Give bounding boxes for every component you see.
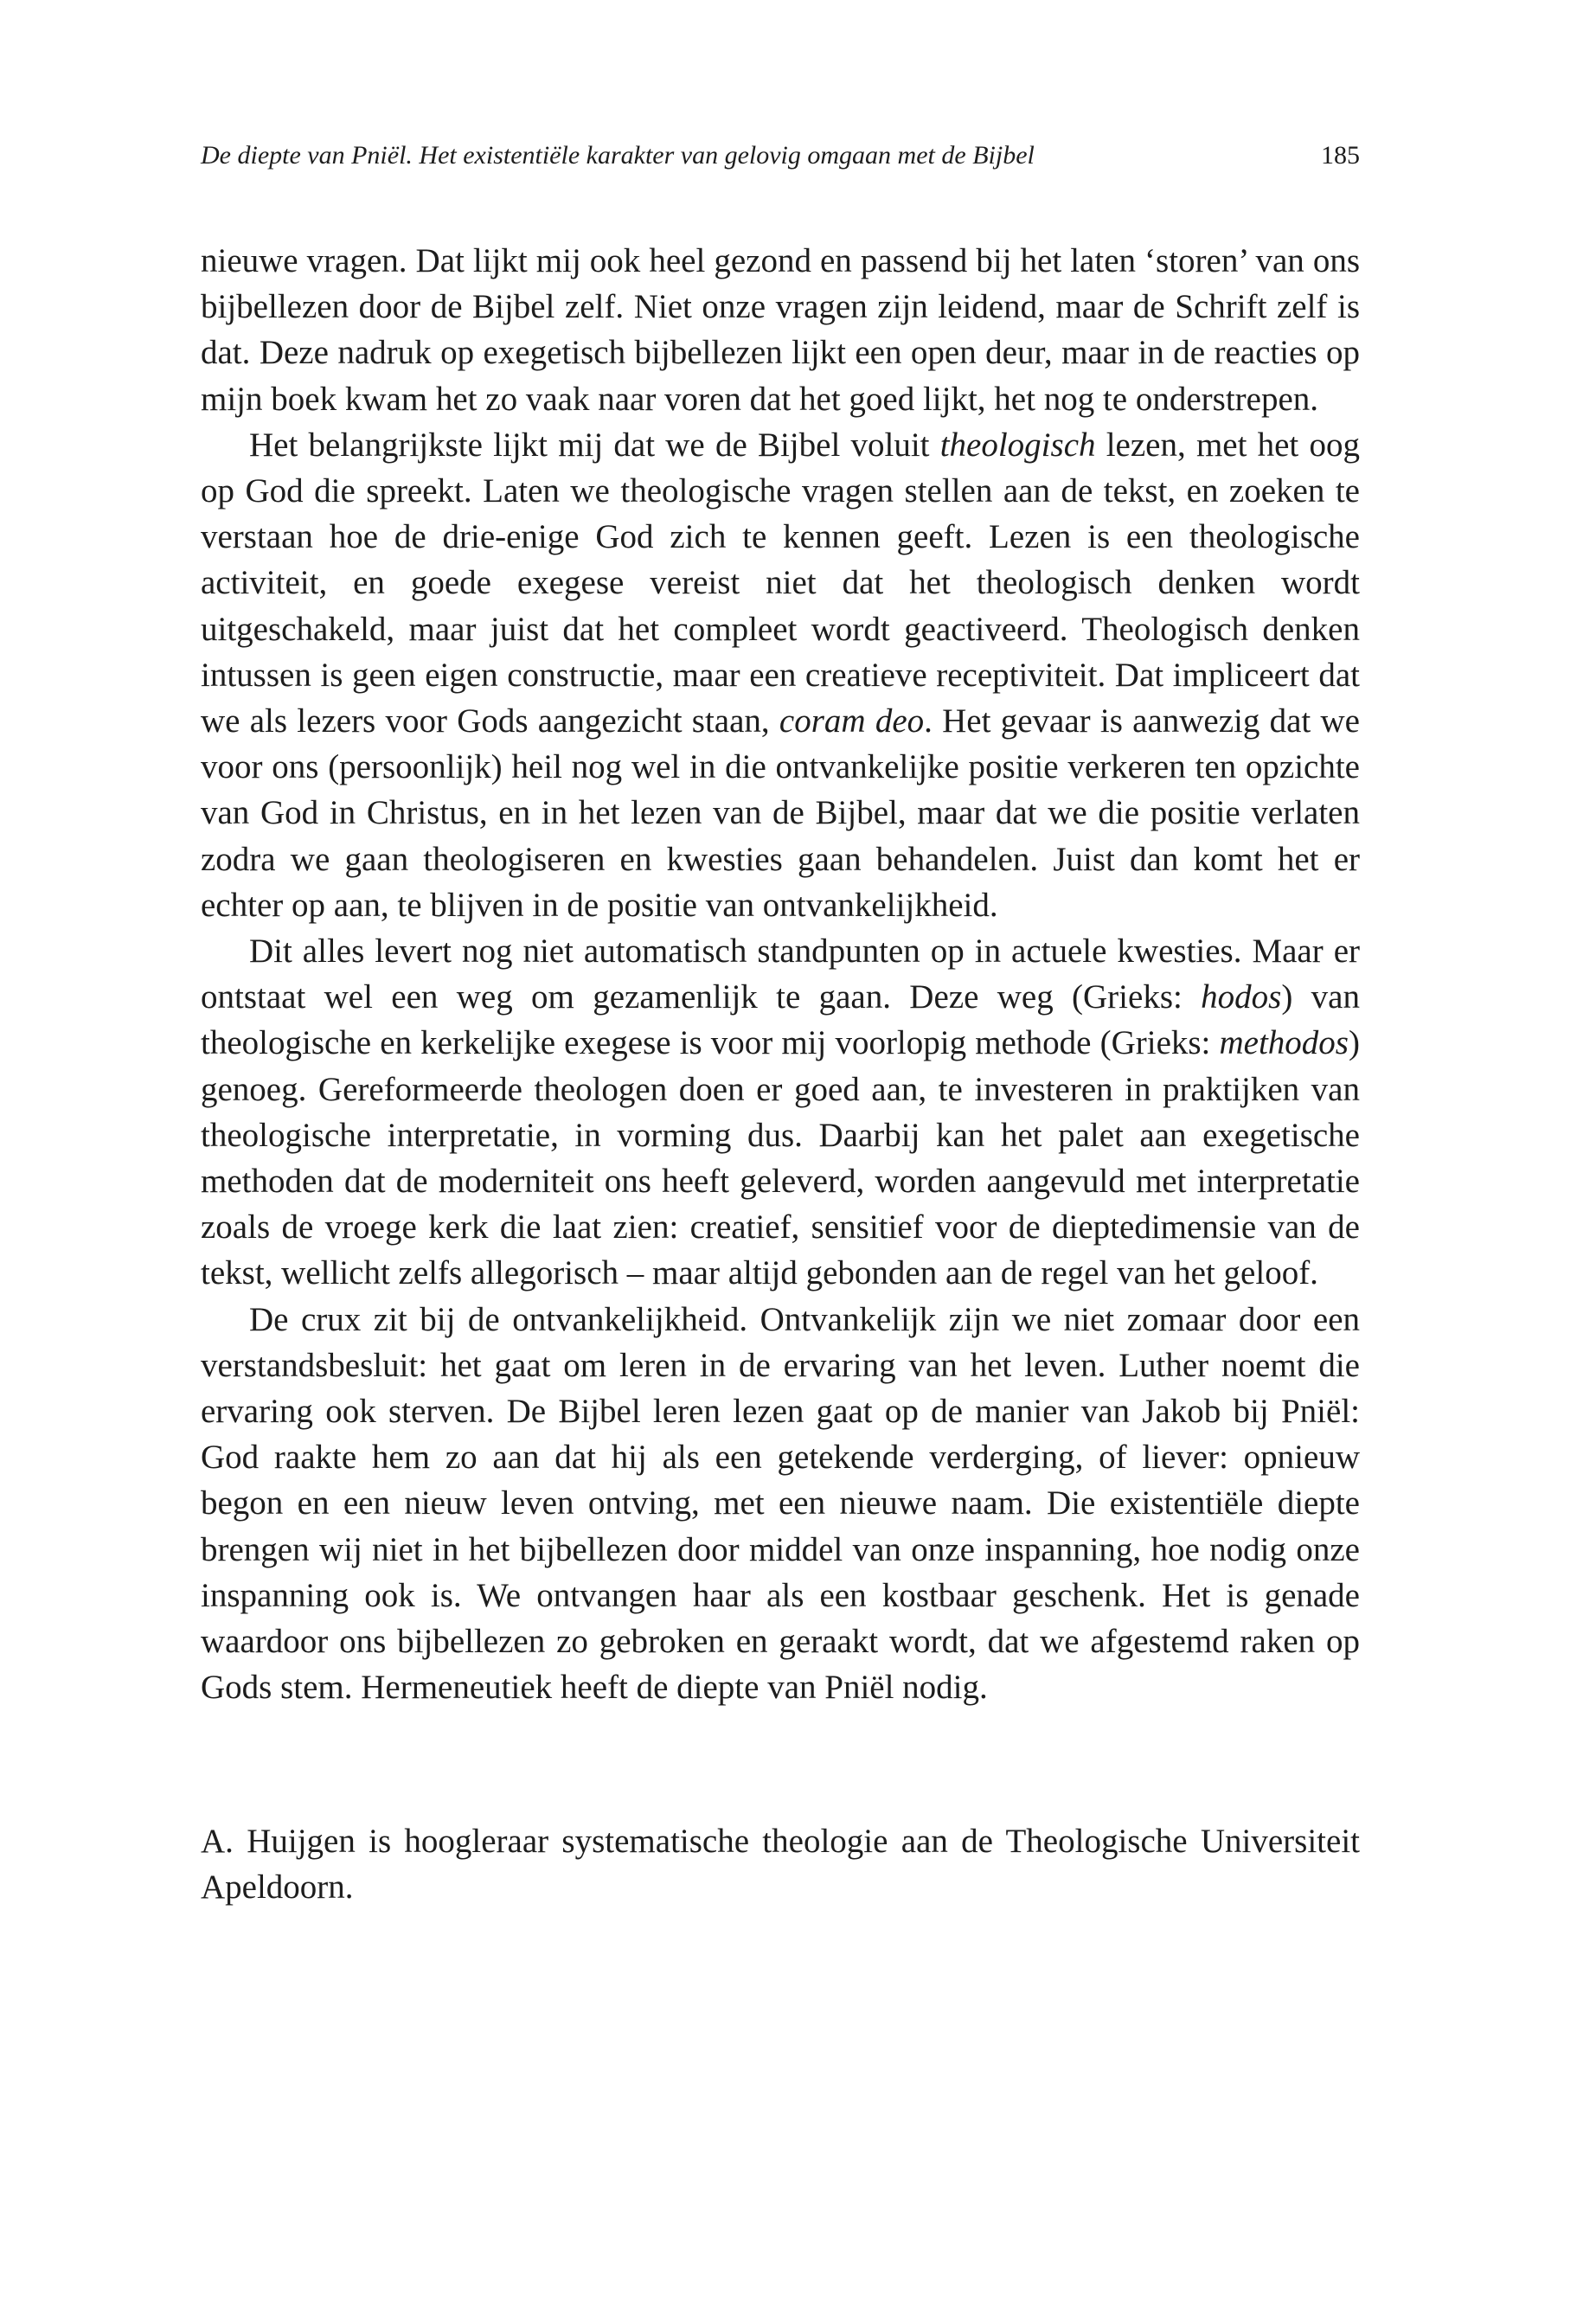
book-page: [201, 130, 1360, 1910]
running-title: De diepte van Pniël. Het existentiële karakter van gelovig omgaan met de Bijbel: [201, 141, 1035, 170]
running-header: [201, 130, 1360, 182]
emphasis-hodos: hodos: [1201, 978, 1282, 1016]
page-number: 185: [1321, 141, 1360, 170]
body-text: [201, 238, 1360, 1711]
emphasis-methodos: methodos: [1219, 1024, 1349, 1062]
text-run: Het belangrijkste lijkt mij dat we de Bijbel voluit: [249, 426, 940, 464]
text-run: lezen, met het oog op God die spreekt. Laten we theologische vragen stellen aan de tekst, en zoeken te verstaan hoe de drie-enige God zich te kennen geeft. Lezen is een theologische activiteit, en goede exegese vereist niet dat het theologisch denken wordt uitgeschakeld, maar juist dat het compleet wordt geactiveerd. Theologisch denken intussen is geen eigen constructie, maar een creatieve receptiviteit. Dat impliceert dat we als lezers voor Gods aangezicht staan,: [201, 426, 1360, 740]
emphasis-coram-deo: coram deo: [779, 702, 925, 740]
text-run: Dit alles levert nog niet automatisch standpunten op in actuele kwesties. Maar er ontstaat wel een weg om gezamenlijk te gaan. Deze weg (Grieks:: [201, 933, 1360, 1016]
text-run: ) genoeg. Gereformeerde theologen doen er goed aan, te investeren in praktijken van theologische interpretatie, in vorming dus. Daarbij kan het palet aan exegetische methoden dat de moderniteit ons heeft geleverd, worden aangevuld met interpretatie zoals de vroege kerk die laat zien: creatief, sensitief voor de dieptedimensie van de tekst, wellicht zelfs allegorisch – maar altijd gebonden aan de regel van het geloof.: [201, 1024, 1360, 1292]
text-run: ) van theologische en kerkelijke exegese is voor mij voorlopig methode (Grieks:: [201, 978, 1360, 1062]
emphasis-theologisch: theologisch: [939, 426, 1096, 464]
paragraph-method: [201, 928, 1360, 1297]
paragraph-theological-reading: [201, 422, 1360, 928]
paragraph-continuation: nieuwe vragen. Dat lijkt mij ook heel gezond en passend bij het laten ‘storen’ van ons bijbellezen door de Bijbel zelf. Niet onze vragen zijn leidend, maar de Schrift zelf is dat. Deze nadruk op exegetisch bijbellezen lijkt een open deur, maar in de reacties op mijn boek kwam het zo vaak naar voren dat het goed lijkt, het nog te onderstrepen.: [201, 242, 1360, 418]
author-note: A. Huijgen is hoogleraar systematische theologie aan de Theologische Universiteit Apeldoorn.: [201, 1822, 1360, 1906]
text-run: . Het gevaar is aanwezig dat we voor ons (persoonlijk) heil nog wel in die ontvankelijke positie verkeren ten opzichte van God in Christus, en in het lezen van de Bijbel, maar dat we die positie verlaten zodra we gaan theologiseren en kwesties gaan behandelen. Juist dan komt het er echter op aan, te blijven in de positie van ontvankelijkheid.: [201, 702, 1360, 924]
paragraph-receptivity: De crux zit bij de ontvankelijkheid. Ontvankelijk zijn we niet zomaar door een verstandsbesluit: het gaat om leren in de ervaring van het leven. Luther noemt die ervaring ook sterven. De Bijbel leren lezen gaat op de manier van Jakob bij Pniël: God raakte hem zo aan dat hij als een getekende verderging, of liever: opnieuw begon en een nieuw leven ontving, met een nieuwe naam. Die existentiële diepte brengen wij niet in het bijbellezen door middel van onze inspanning, hoe nodig onze inspanning ook is. We ontvangen haar als een kostbaar geschenk. Het is genade waardoor ons bijbellezen zo gebroken en geraakt wordt, dat we afgestemd raken op Gods stem. Hermeneutiek heeft de diepte van Pniël nodig.: [201, 1300, 1360, 1707]
